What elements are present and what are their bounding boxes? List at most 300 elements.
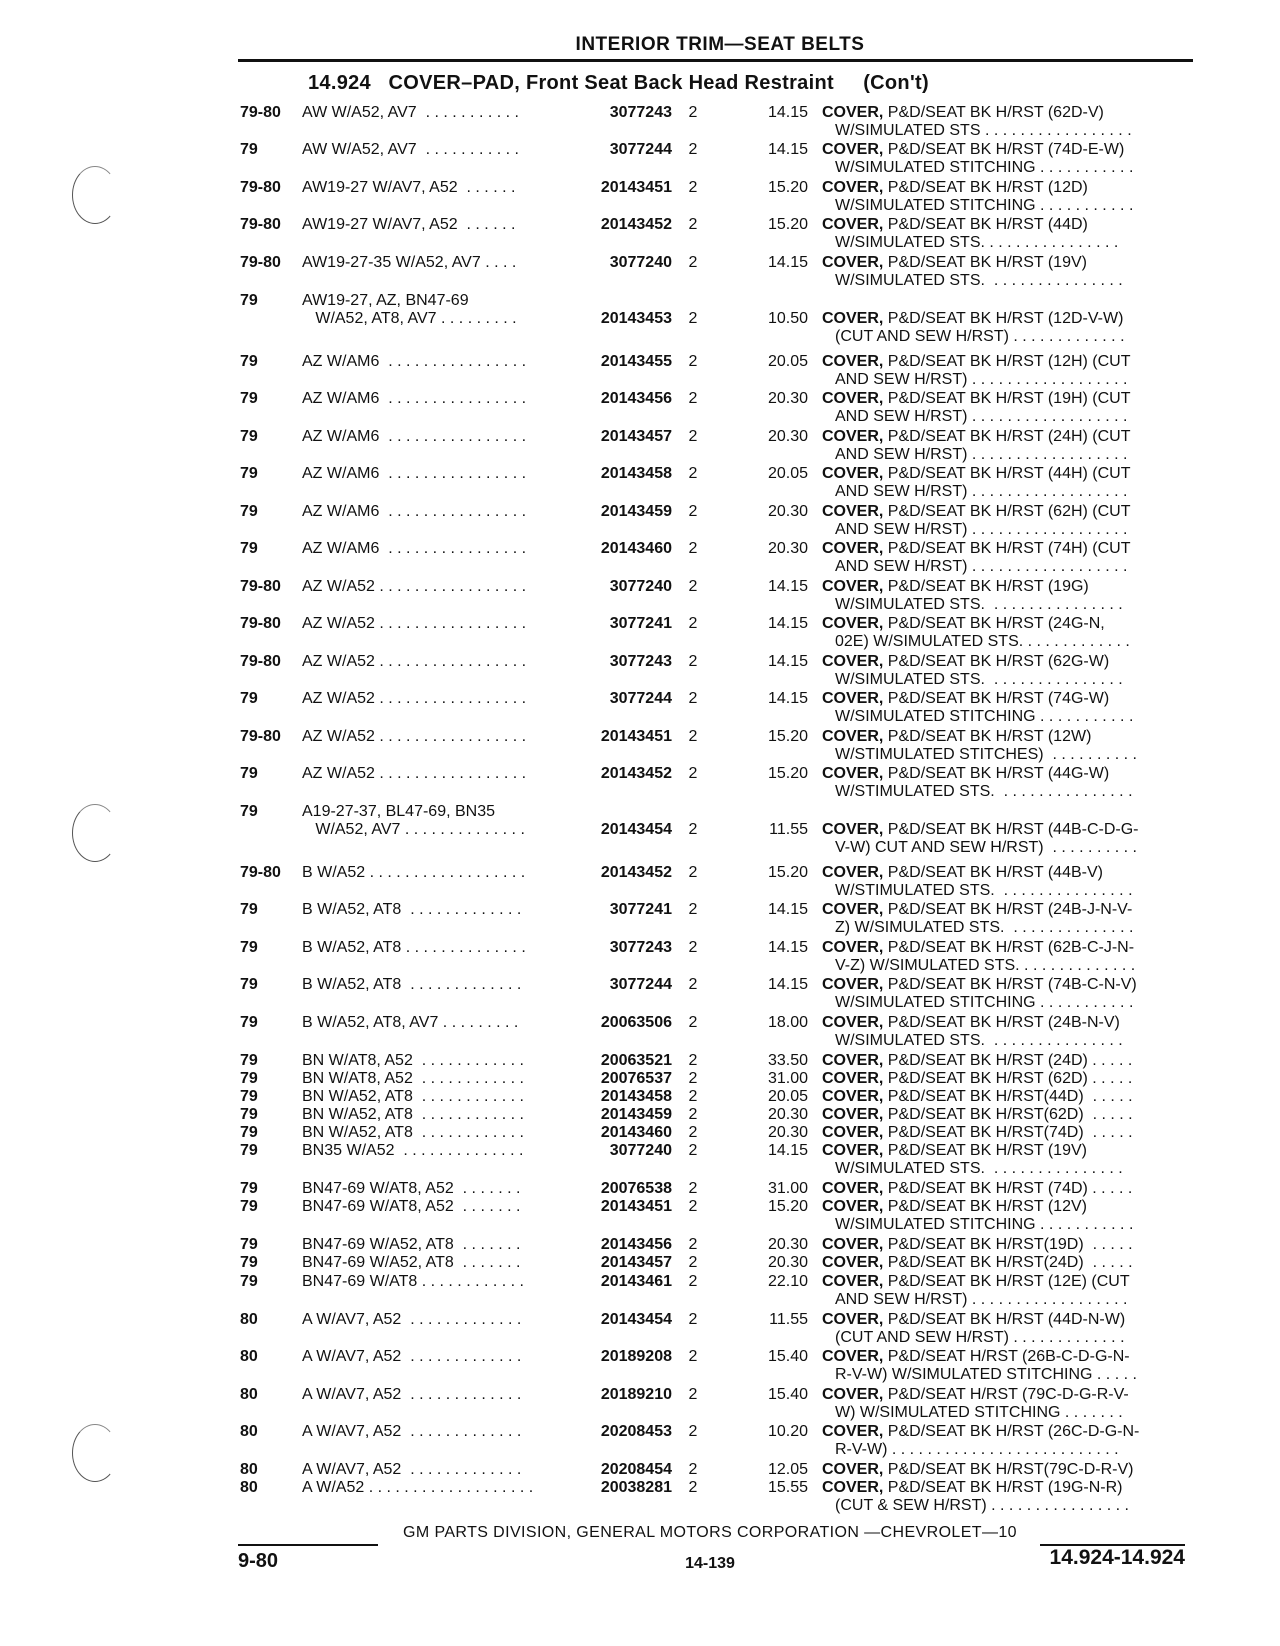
row-description-text: P&D/SEAT BK H/RST (74D) . . . . . (883, 1180, 1133, 1197)
row-model: W/A52, AT8, AV7 . . . . . . . . . (302, 310, 517, 327)
row-description-text: P&D/SEAT BK H/RST(44D) . . . . . (883, 1088, 1133, 1105)
row-part-number: 3077241 (609, 615, 672, 632)
row-description-text: P&D/SEAT BK H/RST (12D) (883, 179, 1088, 196)
row-quantity: 2 (688, 1088, 698, 1105)
row-description-text: P&D/SEAT BK H/RST (24D) . . . . . (883, 1052, 1133, 1069)
row-part-number: 20063521 (600, 1052, 672, 1069)
row-price: 11.55 (769, 1311, 808, 1328)
row-description: Z) W/SIMULATED STS. . . . . . . . . . . . . . . (835, 919, 1134, 936)
row-description-text: P&D/SEAT BK H/RST (26C-D-G-N- (883, 1423, 1140, 1440)
row-description (822, 1386, 1190, 1404)
row-price: 22.10 (767, 1273, 808, 1290)
row-description: W/SIMULATED STITCHING . . . . . . . . . . . (835, 1216, 1134, 1233)
row-quantity: 2 (688, 1124, 698, 1141)
footer-date: 9-80 (238, 1550, 279, 1572)
row-description-keyword: COVER, (822, 653, 884, 670)
row-description-keyword: COVER, (822, 1142, 884, 1159)
row-description-text: P&D/SEAT BK H/RST (19G-N-R) (883, 1479, 1123, 1496)
row-part-number: 20208453 (600, 1423, 672, 1440)
row-description-text: P&D/SEAT BK H/RST (74B-C-N-V) (883, 976, 1137, 993)
row-price: 20.05 (767, 1088, 808, 1105)
row-part-number: 20143456 (600, 1236, 672, 1253)
row-price: 15.55 (767, 1479, 808, 1496)
row-model: BN47-69 W/A52, AT8 . . . . . . . (302, 1236, 521, 1253)
row-part-number: 20143451 (600, 728, 672, 745)
row-description (822, 1273, 1190, 1291)
row-part-number: 3077240 (609, 578, 672, 595)
row-price: 15.40 (767, 1386, 808, 1403)
row-price: 20.30 (767, 1254, 808, 1271)
row-description (822, 310, 1190, 328)
row-description-keyword: COVER, (822, 1088, 884, 1105)
row-part-number: 20143454 (600, 1311, 672, 1328)
row-year: 79 (240, 939, 258, 956)
row-part-number: 3077243 (609, 104, 672, 121)
row-description-keyword: COVER, (822, 976, 884, 993)
row-part-number: 3077240 (609, 1142, 672, 1159)
row-description: 02E) W/SIMULATED STS. . . . . . . . . . . . . (835, 633, 1130, 650)
row-description-keyword: COVER, (822, 901, 884, 918)
row-description-text: P&D/SEAT BK H/RST(24D) . . . . . (883, 1254, 1133, 1271)
row-model: AZ W/AM6 . . . . . . . . . . . . . . . . (302, 390, 527, 407)
row-description (822, 821, 1190, 839)
row-part-number: 20143455 (600, 353, 672, 370)
row-description (822, 1198, 1190, 1216)
row-description: W/STIMULATED STS. . . . . . . . . . . . . . . . (835, 783, 1133, 800)
row-price: 31.00 (767, 1180, 808, 1197)
row-description-text: P&D/SEAT BK H/RST (19G) (883, 578, 1089, 595)
row-price: 10.20 (767, 1423, 808, 1440)
row-model: AW19-27 W/AV7, A52 . . . . . . (302, 216, 516, 233)
row-part-number: 20076538 (600, 1180, 672, 1197)
row-description-text: P&D/SEAT BK H/RST (74G-W) (883, 690, 1110, 707)
row-description-keyword: COVER, (822, 1461, 884, 1478)
row-model: BN W/A52, AT8 . . . . . . . . . . . . (302, 1088, 524, 1105)
row-description: AND SEW H/RST) . . . . . . . . . . . . . . . . . . (835, 483, 1128, 500)
row-description-text: P&D/SEAT BK H/RST (74H) (CUT (883, 540, 1131, 557)
row-description (822, 976, 1190, 994)
row-model: AZ W/AM6 . . . . . . . . . . . . . . . . (302, 540, 527, 557)
row-description-keyword: COVER, (822, 310, 884, 327)
row-description-keyword: COVER, (822, 728, 884, 745)
row-year: 79 (240, 1124, 258, 1141)
row-quantity: 2 (688, 216, 698, 233)
row-description: R-V-W) W/SIMULATED STITCHING . . . . . (835, 1366, 1137, 1383)
row-part-number: 3077244 (609, 141, 672, 158)
row-description (822, 1254, 1190, 1272)
row-quantity: 2 (688, 1273, 698, 1290)
row-price: 11.55 (769, 821, 808, 838)
row-price: 20.30 (767, 1236, 808, 1253)
row-quantity: 2 (688, 939, 698, 956)
row-description-keyword: COVER, (822, 821, 884, 838)
row-part-number: 20208454 (600, 1461, 672, 1478)
row-year: 79 (240, 1070, 258, 1087)
row-description (822, 1311, 1190, 1329)
row-year: 79 (240, 1236, 258, 1253)
row-year: 79 (240, 503, 258, 520)
row-description (822, 141, 1190, 159)
row-description (822, 179, 1190, 197)
row-model: AW19-27-35 W/A52, AV7 . . . . (302, 254, 517, 271)
row-description: W/SIMULATED STS. . . . . . . . . . . . . . . . (835, 671, 1123, 688)
row-price: 33.50 (767, 1052, 808, 1069)
row-description (822, 254, 1190, 272)
row-description-keyword: COVER, (822, 615, 884, 632)
row-model: BN W/A52, AT8 . . . . . . . . . . . . (302, 1124, 524, 1141)
row-quantity: 2 (688, 1106, 698, 1123)
row-quantity: 2 (688, 1348, 698, 1365)
row-part-number: 20143451 (600, 179, 672, 196)
row-description (822, 653, 1190, 671)
row-part-number: 20143458 (600, 1088, 672, 1105)
row-year: 79 (240, 1014, 258, 1031)
row-price: 20.05 (767, 465, 808, 482)
row-description: AND SEW H/RST) . . . . . . . . . . . . . . . . . . (835, 558, 1128, 575)
row-description: R-V-W) . . . . . . . . . . . . . . . . . . . . . . . . . . (835, 1441, 1119, 1458)
row-price: 12.05 (767, 1461, 808, 1478)
row-price: 15.20 (767, 864, 808, 881)
row-year: 79-80 (240, 728, 281, 745)
row-part-number: 20143454 (600, 821, 672, 838)
row-model: A W/AV7, A52 . . . . . . . . . . . . . (302, 1386, 522, 1403)
row-quantity: 2 (688, 540, 698, 557)
row-description (822, 901, 1190, 919)
row-part-number: 20143452 (600, 765, 672, 782)
row-quantity: 2 (688, 310, 698, 327)
row-quantity: 2 (688, 1142, 698, 1159)
row-quantity: 2 (688, 1198, 698, 1215)
row-quantity: 2 (688, 728, 698, 745)
row-description-text: P&D/SEAT BK H/RST(74D) . . . . . (883, 1124, 1133, 1141)
row-part-number: 20189208 (600, 1348, 672, 1365)
row-year: 79 (240, 390, 258, 407)
row-price: 20.30 (767, 1106, 808, 1123)
row-year: 79-80 (240, 578, 281, 595)
row-part-number: 20143460 (600, 1124, 672, 1141)
row-year: 79 (240, 765, 258, 782)
row-description-text: P&D/SEAT BK H/RST (44H) (CUT (883, 465, 1131, 482)
row-description: W) W/SIMULATED STITCHING . . . . . . . (835, 1404, 1123, 1421)
row-description-keyword: COVER, (822, 1423, 884, 1440)
row-year: 79 (240, 1254, 258, 1271)
row-price: 14.15 (767, 690, 808, 707)
row-description: V-Z) W/SIMULATED STS. . . . . . . . . . . . . . (835, 957, 1136, 974)
row-year: 79 (240, 1052, 258, 1069)
row-description (822, 1348, 1190, 1366)
row-quantity: 2 (688, 1254, 698, 1271)
row-description (822, 728, 1190, 746)
row-description: AND SEW H/RST) . . . . . . . . . . . . . . . . . . (835, 371, 1128, 388)
row-model: B W/A52, AT8 . . . . . . . . . . . . . . (302, 939, 526, 956)
row-model: BN35 W/A52 . . . . . . . . . . . . . . (302, 1142, 524, 1159)
row-description-keyword: COVER, (822, 179, 884, 196)
row-part-number: 20143461 (600, 1273, 672, 1290)
row-description-text: P&D/SEAT BK H/RST (62D-V) (883, 104, 1104, 121)
row-description (822, 615, 1190, 633)
row-year: 79 (240, 1142, 258, 1159)
row-description-keyword: COVER, (822, 1070, 884, 1087)
row-description-text: P&D/SEAT BK H/RST (19H) (CUT (883, 390, 1131, 407)
row-quantity: 2 (688, 1311, 698, 1328)
row-part-number: 20038281 (600, 1479, 672, 1496)
row-quantity: 2 (688, 901, 698, 918)
row-quantity: 2 (688, 1423, 698, 1440)
row-quantity: 2 (688, 1070, 698, 1087)
row-year: 79-80 (240, 864, 281, 881)
row-description-text: P&D/SEAT BK H/RST (62G-W) (883, 653, 1110, 670)
row-description (822, 465, 1190, 483)
row-price: 10.50 (767, 310, 808, 327)
row-description-keyword: COVER, (822, 141, 884, 158)
row-description-text: P&D/SEAT BK H/RST (74D-E-W) (883, 141, 1125, 158)
row-model: BN W/AT8, A52 . . . . . . . . . . . . (302, 1070, 524, 1087)
row-price: 15.20 (767, 179, 808, 196)
row-description-keyword: COVER, (822, 104, 884, 121)
row-model: BN W/A52, AT8 . . . . . . . . . . . . (302, 1106, 524, 1123)
row-description: W/SIMULATED STITCHING . . . . . . . . . . . (835, 197, 1134, 214)
row-year: 79 (240, 901, 258, 918)
row-quantity: 2 (688, 141, 698, 158)
row-description (822, 1124, 1190, 1142)
row-description-text: P&D/SEAT BK H/RST (24B-J-N-V- (883, 901, 1133, 918)
row-quantity: 2 (688, 1180, 698, 1197)
row-part-number: 20143452 (600, 864, 672, 881)
row-description-text: P&D/SEAT BK H/RST (62H) (CUT (883, 503, 1131, 520)
row-quantity: 2 (688, 1479, 698, 1496)
row-part-number: 20143456 (600, 390, 672, 407)
row-year: 79 (240, 1106, 258, 1123)
row-description-text: P&D/SEAT BK H/RST (19V) (883, 1142, 1087, 1159)
row-part-number: 3077244 (609, 976, 672, 993)
row-description-keyword: COVER, (822, 1180, 884, 1197)
row-quantity: 2 (688, 104, 698, 121)
row-part-number: 20143460 (600, 540, 672, 557)
row-part-number: 20143457 (600, 428, 672, 445)
row-description (822, 503, 1190, 521)
row-description-keyword: COVER, (822, 465, 884, 482)
row-quantity: 2 (688, 179, 698, 196)
row-part-number: 20143459 (600, 1106, 672, 1123)
row-description-text: P&D/SEAT BK H/RST (44B-V) (883, 864, 1103, 881)
row-model: BN47-69 W/AT8, A52 . . . . . . . (302, 1198, 521, 1215)
row-description-text: P&D/SEAT BK H/RST (12E) (CUT (883, 1273, 1130, 1290)
footer-page-number: 14-139 (685, 1555, 735, 1572)
row-description: W/SIMULATED STS. . . . . . . . . . . . . . . . (835, 1160, 1123, 1177)
row-description-keyword: COVER, (822, 1124, 884, 1141)
row-description (822, 1070, 1190, 1088)
row-description-text: P&D/SEAT BK H/RST (12W) (883, 728, 1092, 745)
row-description (822, 1142, 1190, 1160)
row-description-keyword: COVER, (822, 353, 884, 370)
row-model: BN W/AT8, A52 . . . . . . . . . . . . (302, 1052, 524, 1069)
section-heading: 14.924 COVER–PAD, Front Seat Back Head Restraint (Con't) (308, 72, 929, 94)
row-price: 20.30 (767, 390, 808, 407)
row-year: 79 (240, 976, 258, 993)
row-model: AZ W/AM6 . . . . . . . . . . . . . . . . (302, 465, 527, 482)
row-part-number: 20076537 (600, 1070, 672, 1087)
row-year: 79 (240, 1180, 258, 1197)
row-model: B W/A52, AT8, AV7 . . . . . . . . . (302, 1014, 519, 1031)
row-price: 20.30 (767, 503, 808, 520)
row-part-number: 20143457 (600, 1254, 672, 1271)
row-description-keyword: COVER, (822, 690, 884, 707)
row-model: AZ W/A52 . . . . . . . . . . . . . . . . . (302, 653, 527, 670)
row-description (822, 1088, 1190, 1106)
row-description: W/SIMULATED STITCHING . . . . . . . . . . . (835, 708, 1134, 725)
row-description: W/SIMULATED STITCHING . . . . . . . . . . . (835, 994, 1134, 1011)
row-year: 79 (240, 141, 258, 158)
row-year: 79-80 (240, 653, 281, 670)
row-price: 14.15 (767, 901, 808, 918)
row-price: 14.15 (767, 254, 808, 271)
row-model: A W/AV7, A52 . . . . . . . . . . . . . (302, 1311, 522, 1328)
row-model: AW W/A52, AV7 . . . . . . . . . . . (302, 141, 519, 158)
row-description-keyword: COVER, (822, 1106, 884, 1123)
page-header-title: INTERIOR TRIM—SEAT BELTS (575, 34, 865, 55)
row-description: (CUT AND SEW H/RST) . . . . . . . . . . . . . (835, 328, 1125, 345)
row-description: AND SEW H/RST) . . . . . . . . . . . . . . . . . . (835, 446, 1128, 463)
row-model: AZ W/AM6 . . . . . . . . . . . . . . . . (302, 428, 527, 445)
row-model: AW19-27, AZ, BN47-69 (302, 292, 469, 309)
row-description-keyword: COVER, (822, 1198, 884, 1215)
row-description (822, 939, 1190, 957)
row-quantity: 2 (688, 1014, 698, 1031)
row-quantity: 2 (688, 821, 698, 838)
row-year: 80 (240, 1423, 258, 1440)
row-description: (CUT AND SEW H/RST) . . . . . . . . . . . . . (835, 1329, 1125, 1346)
row-part-number: 20143453 (600, 310, 672, 327)
row-description: W/SIMULATED STS . . . . . . . . . . . . . . . . . (835, 122, 1132, 139)
row-price: 18.00 (767, 1014, 808, 1031)
row-description-text: P&D/SEAT BK H/RST (44B-C-D-G- (883, 821, 1139, 838)
row-year: 79 (240, 1198, 258, 1215)
row-quantity: 2 (688, 864, 698, 881)
row-model: AZ W/AM6 . . . . . . . . . . . . . . . . (302, 353, 527, 370)
row-model: B W/A52, AT8 . . . . . . . . . . . . . (302, 901, 522, 918)
row-description-keyword: COVER, (822, 390, 884, 407)
row-part-number: 3077243 (609, 653, 672, 670)
row-model: AZ W/A52 . . . . . . . . . . . . . . . . . (302, 690, 527, 707)
row-description-keyword: COVER, (822, 1236, 884, 1253)
row-description-keyword: COVER, (822, 216, 884, 233)
row-description-keyword: COVER, (822, 765, 884, 782)
row-description-text: P&D/SEAT BK H/RST (62D) . . . . . (883, 1070, 1133, 1087)
row-description-text: P&D/SEAT BK H/RST (19V) (883, 254, 1087, 271)
row-model: AZ W/A52 . . . . . . . . . . . . . . . . . (302, 728, 527, 745)
row-description: AND SEW H/RST) . . . . . . . . . . . . . . . . . . (835, 1291, 1128, 1308)
row-part-number: 3077240 (609, 254, 672, 271)
row-part-number: 3077243 (609, 939, 672, 956)
row-price: 14.15 (767, 939, 808, 956)
row-description (822, 390, 1190, 408)
row-description (822, 864, 1190, 882)
row-quantity: 2 (688, 976, 698, 993)
row-model: BN47-69 W/AT8, A52 . . . . . . . (302, 1180, 521, 1197)
row-quantity: 2 (688, 615, 698, 632)
row-description: W/SIMULATED STS. . . . . . . . . . . . . . . . (835, 596, 1123, 613)
row-description-keyword: COVER, (822, 1014, 884, 1031)
row-year: 80 (240, 1311, 258, 1328)
row-year: 79-80 (240, 615, 281, 632)
row-description-text: P&D/SEAT H/RST (79C-D-G-R-V- (883, 1386, 1129, 1403)
row-description: W/SIMULATED STITCHING . . . . . . . . . . . (835, 159, 1134, 176)
row-description (822, 216, 1190, 234)
row-description: (CUT & SEW H/RST) . . . . . . . . . . . . . . . . (835, 1497, 1129, 1514)
row-price: 31.00 (767, 1070, 808, 1087)
row-quantity: 2 (688, 390, 698, 407)
row-quantity: 2 (688, 1236, 698, 1253)
row-year: 79 (240, 540, 258, 557)
row-quantity: 2 (688, 1052, 698, 1069)
row-model: B W/A52, AT8 . . . . . . . . . . . . . (302, 976, 522, 993)
row-description (822, 1236, 1190, 1254)
row-description-keyword: COVER, (822, 428, 884, 445)
row-description-keyword: COVER, (822, 503, 884, 520)
row-description (822, 765, 1190, 783)
row-model: AW W/A52, AV7 . . . . . . . . . . . (302, 104, 519, 121)
row-description (822, 1461, 1190, 1479)
row-description (822, 1014, 1190, 1032)
footer-publisher: GM PARTS DIVISION, GENERAL MOTORS CORPORATION —CHEVROLET—10 (403, 1524, 1017, 1541)
row-price: 15.20 (767, 1198, 808, 1215)
row-price: 14.15 (767, 578, 808, 595)
row-description: V-W) CUT AND SEW H/RST) . . . . . . . . . . (835, 839, 1137, 856)
row-description (822, 1180, 1190, 1198)
row-description-keyword: COVER, (822, 864, 884, 881)
row-model: AW19-27 W/AV7, A52 . . . . . . (302, 179, 516, 196)
row-part-number: 20143459 (600, 503, 672, 520)
row-quantity: 2 (688, 1461, 698, 1478)
row-description (822, 1052, 1190, 1070)
row-model: B W/A52 . . . . . . . . . . . . . . . . . . (302, 864, 526, 881)
row-description-keyword: COVER, (822, 939, 884, 956)
row-quantity: 2 (688, 653, 698, 670)
row-description-text: P&D/SEAT BK H/RST (24B-N-V) (883, 1014, 1120, 1031)
footer-section-range: 14.924-14.924 (1049, 1546, 1185, 1569)
row-description: W/STIMULATED STITCHES) . . . . . . . . . . (835, 746, 1137, 763)
row-description-text: P&D/SEAT BK H/RST (24H) (CUT (883, 428, 1131, 445)
row-model: BN47-69 W/A52, AT8 . . . . . . . (302, 1254, 521, 1271)
row-year: 79 (240, 292, 258, 309)
row-price: 14.15 (767, 976, 808, 993)
footer-rule-left (238, 1544, 378, 1546)
row-part-number: 20063506 (600, 1014, 672, 1031)
row-model: A19-27-37, BL47-69, BN35 (302, 803, 496, 820)
row-part-number: 20143458 (600, 465, 672, 482)
row-description (822, 104, 1190, 122)
row-description (822, 1423, 1190, 1441)
row-quantity: 2 (688, 353, 698, 370)
row-description-text: P&D/SEAT BK H/RST (12V) (883, 1198, 1087, 1215)
row-model: BN47-69 W/AT8 . . . . . . . . . . . . (302, 1273, 524, 1290)
row-model: AZ W/AM6 . . . . . . . . . . . . . . . . (302, 503, 527, 520)
row-model: A W/AV7, A52 . . . . . . . . . . . . . (302, 1461, 522, 1478)
row-model: AZ W/A52 . . . . . . . . . . . . . . . . . (302, 765, 527, 782)
row-price: 15.20 (767, 765, 808, 782)
row-description-keyword: COVER, (822, 254, 884, 271)
row-quantity: 2 (688, 465, 698, 482)
row-price: 15.20 (767, 216, 808, 233)
row-year: 80 (240, 1386, 258, 1403)
row-price: 20.30 (767, 428, 808, 445)
row-description-text: P&D/SEAT BK H/RST(79C-D-R-V) (883, 1461, 1134, 1478)
row-description (822, 540, 1190, 558)
row-year: 80 (240, 1348, 258, 1365)
row-year: 79-80 (240, 104, 281, 121)
row-description-text: P&D/SEAT BK H/RST (44G-W) (883, 765, 1110, 782)
row-price: 15.40 (767, 1348, 808, 1365)
